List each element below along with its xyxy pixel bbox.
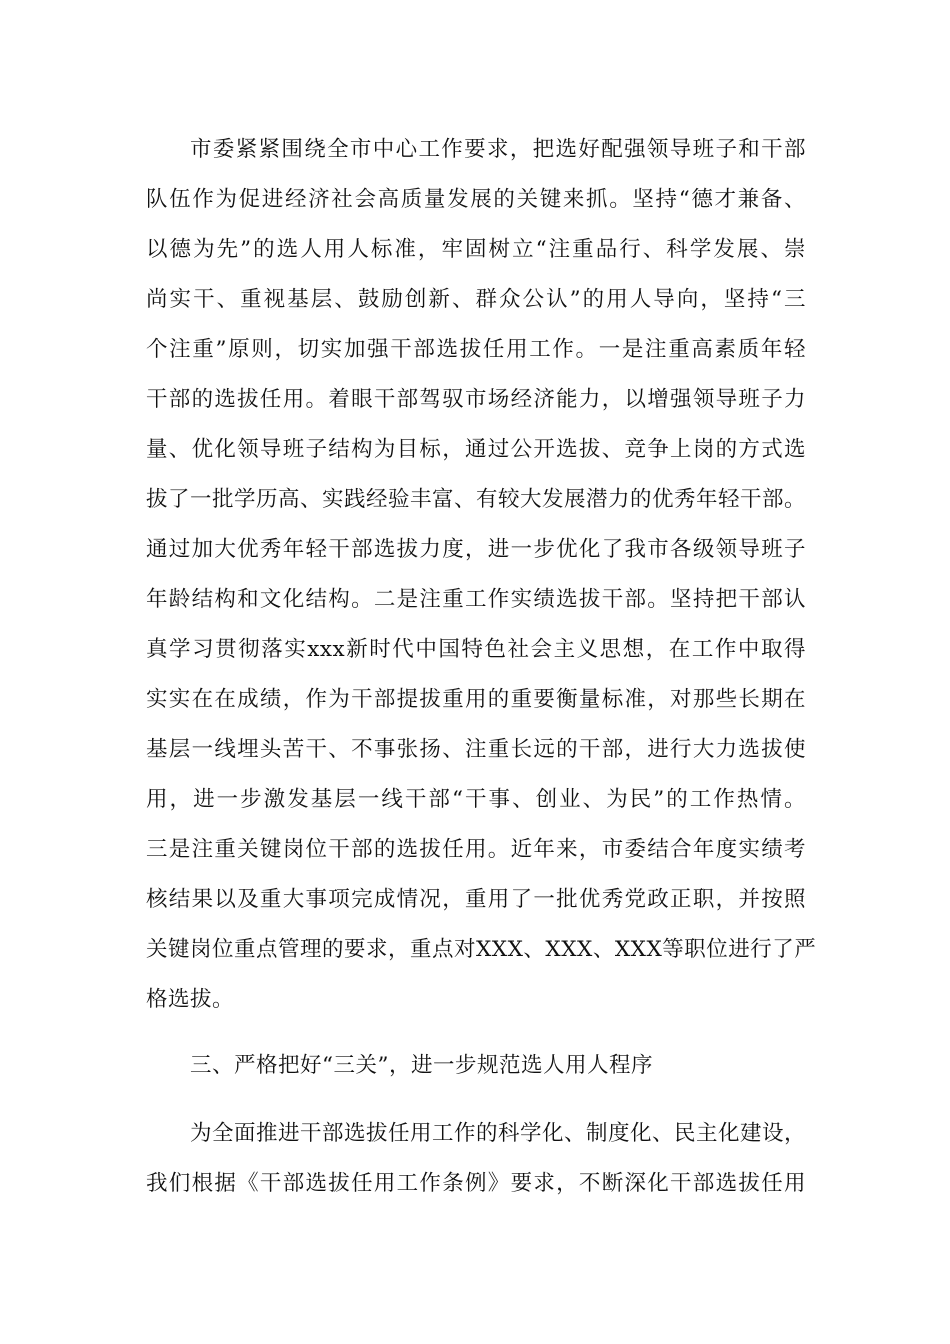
paragraph-2-line-2: 我们根据《干部选拔任用工作条例》要求，不断深化干部选拔任用	[146, 1171, 806, 1196]
paragraph-1-line-18: 格选拔。	[146, 987, 235, 1012]
paragraph-1-line-15: 三是注重关键岗位干部的选拔任用。近年来，市委结合年度实绩考	[146, 837, 806, 862]
paragraph-1-line-9: 通过加大优秀年轻干部选拔力度，进一步优化了我市各级领导班子	[146, 537, 806, 562]
section-heading: 三、严格把好“三关”，进一步规范选人用人程序	[190, 1053, 653, 1078]
paragraph-1-line-5: 个注重”原则，切实加强干部选拔任用工作。一是注重高素质年轻	[146, 337, 806, 362]
paragraph-1-line-14: 用，进一步激发基层一线干部“干事、创业、为民”的工作热情。	[146, 787, 806, 812]
paragraph-2-line-1: 为全面推进干部选拔任用工作的科学化、制度化、民主化建设，	[190, 1121, 807, 1146]
paragraph-1-line-4: 尚实干、重视基层、鼓励创新、群众公认”的用人导向，坚持“三	[146, 287, 806, 312]
paragraph-1-line-16: 核结果以及重大事项完成情况，重用了一批优秀党政正职，并按照	[146, 887, 806, 912]
paragraph-1-line-8: 拔了一批学历高、实践经验丰富、有较大发展潜力的优秀年轻干部。	[146, 487, 807, 512]
paragraph-1-line-7: 量、优化领导班子结构为目标，通过公开选拔、竞争上岗的方式选	[146, 437, 806, 462]
paragraph-1-line-10: 年龄结构和文化结构。二是注重工作实绩选拔干部。坚持把干部认	[146, 587, 806, 612]
paragraph-1-line-6: 干部的选拔任用。着眼干部驾驭市场经济能力，以增强领导班子力	[146, 387, 806, 412]
paragraph-1-line-17: 关键岗位重点管理的要求，重点对XXX、XXX、XXX等职位进行了严	[146, 937, 817, 962]
paragraph-1-line-2: 队伍作为促进经济社会高质量发展的关键来抓。坚持“德才兼备、	[146, 187, 806, 212]
paragraph-1-line-12: 实实在在成绩，作为干部提拔重用的重要衡量标准，对那些长期在	[146, 687, 806, 712]
paragraph-1-line-3: 以德为先”的选人用人标准，牢固树立“注重品行、科学发展、崇	[146, 237, 806, 262]
paragraph-1-line-11: 真学习贯彻落实xxx新时代中国特色社会主义思想，在工作中取得	[146, 637, 806, 662]
paragraph-1-line-1: 市委紧紧围绕全市中心工作要求，把选好配强领导班子和干部	[190, 137, 806, 162]
paragraph-1-line-13: 基层一线埋头苦干、不事张扬、注重长远的干部，进行大力选拔使	[146, 737, 806, 762]
